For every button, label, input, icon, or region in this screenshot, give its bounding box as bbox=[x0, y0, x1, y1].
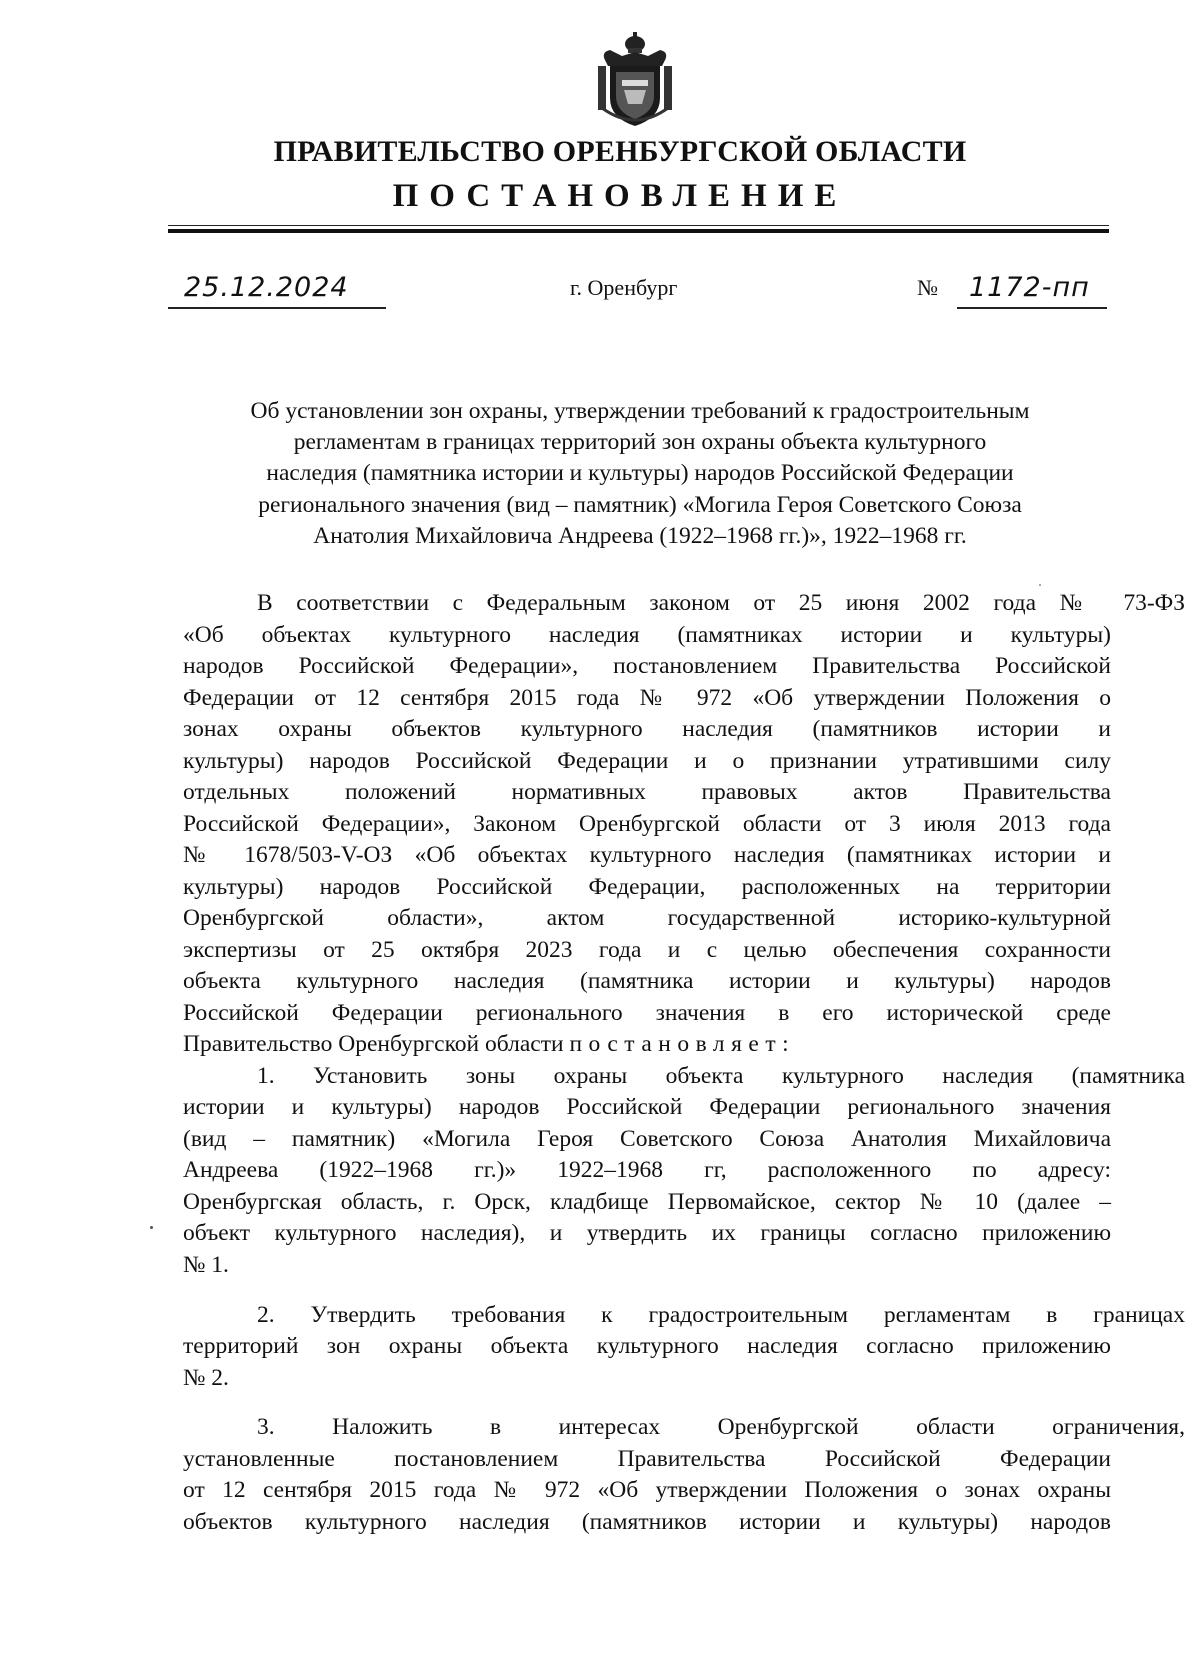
item-1-line: (вид – памятник) «Могила Героя Советского Союза Анатолия Михайловича bbox=[183, 1126, 1111, 1152]
item-2-line: 2. Утвердить требования к градостроительным регламентам в границах bbox=[257, 1302, 1185, 1328]
document-type: ПОСТАНОВЛЕНИЕ bbox=[392, 178, 848, 214]
body-line: Оренбургской области», актом государственной историко-культурной bbox=[183, 905, 1111, 931]
heading-line: регионального значения (вид – памятник) «Могила Героя Советского Союза bbox=[258, 491, 1022, 518]
heading-line: регламентам в границах территорий зон охраны объекта культурного bbox=[293, 429, 987, 456]
document-number bbox=[917, 272, 1117, 312]
item-1-line: истории и культуры) народов Российской Федерации регионального значения bbox=[183, 1094, 1111, 1120]
body-line: зонах охраны объектов культурного наследия (памятников истории и bbox=[183, 716, 1111, 742]
item-1-line: объект культурного наследия), и утвердить их границы согласно приложению bbox=[183, 1220, 1111, 1246]
date-underline bbox=[168, 307, 386, 309]
number-sign: № bbox=[917, 275, 938, 300]
resolve-prefix: Правительство Оренбургской области bbox=[183, 1031, 570, 1057]
item-3-line: объектов культурного наследия (памятников истории и культуры) народов bbox=[183, 1509, 1111, 1535]
body-line: В соответствии с Федеральным законом от 25 июня 2002 года № 73-ФЗ bbox=[257, 590, 1185, 616]
item-1-line: Оренбургская область, г. Орск, кладбище Первомайское, сектор № 10 (далее – bbox=[183, 1189, 1111, 1215]
body-line: № 1678/503-V-ОЗ «Об объектах культурного наследия (памятниках истории и bbox=[183, 842, 1111, 868]
item-3-line: 3. Наложить в интересах Оренбургской области ограничения, bbox=[257, 1414, 1185, 1440]
organization-title: ПРАВИТЕЛЬСТВО ОРЕНБУРГСКОЙ ОБЛАСТИ bbox=[273, 135, 967, 168]
item-3-line: от 12 сентября 2015 года № 972 «Об утверждении Положения о зонах охраны bbox=[183, 1477, 1111, 1503]
body-line: народов Российской Федерации», постановлением Правительства Российской bbox=[183, 653, 1111, 679]
body-line: Российской Федерации», Законом Оренбургской области от 3 июля 2013 года bbox=[183, 811, 1111, 837]
scan-speck bbox=[1039, 584, 1041, 586]
item-1-line: № 1. bbox=[183, 1252, 229, 1278]
body-line: Федерации от 12 сентября 2015 года № 972 «Об утверждении Положения о bbox=[183, 685, 1111, 711]
scan-speck bbox=[150, 1226, 153, 1229]
date-handwritten: 25.12.2024 bbox=[184, 272, 349, 303]
item-1-line: 1. Установить зоны охраны объекта культурного наследия (памятника bbox=[257, 1063, 1185, 1089]
resolve-line bbox=[183, 1029, 1111, 1059]
body-line: экспертизы от 25 октября 2023 года и с целью обеспечения сохранности bbox=[183, 937, 1111, 963]
item-2-line: № 2. bbox=[183, 1365, 229, 1391]
city: г. Оренбург bbox=[570, 275, 678, 300]
heading-line: наследия (памятника истории и культуры) народов Российской Федерации bbox=[266, 460, 1014, 487]
header-rule-thin bbox=[168, 225, 1109, 226]
heading-line: Об установлении зон охраны, утверждении требований к градостроительным bbox=[250, 398, 1030, 424]
item-1-line: Андреева (1922–1968 гг.)» 1922–1968 гг, расположенного по адресу: bbox=[183, 1157, 1111, 1183]
number-underline bbox=[957, 307, 1107, 309]
body-line: культуры) народов Российской Федерации, расположенных на территории bbox=[183, 874, 1111, 900]
resolve-word: постановляет: bbox=[569, 1031, 796, 1057]
body-line: объекта культурного наследия (памятника истории и культуры) народов bbox=[183, 968, 1111, 994]
heading-line: Анатолия Михайловича Андреева (1922–1968 гг.)», 1922–1968 гг. bbox=[313, 522, 967, 549]
body-line: Российской Федерации регионального значения в его исторической среде bbox=[183, 1000, 1111, 1026]
item-2-line: территорий зон охраны объекта культурного наследия согласно приложению bbox=[183, 1333, 1111, 1359]
document-date bbox=[168, 272, 388, 312]
body-line: культуры) народов Российской Федерации и о признании утратившими силу bbox=[183, 748, 1111, 774]
number-handwritten: 1172-пп bbox=[969, 272, 1090, 303]
body-line: отдельных положений нормативных правовых актов Правительства bbox=[183, 779, 1111, 805]
document-heading bbox=[168, 396, 1112, 552]
coat-of-arms-icon bbox=[594, 32, 676, 128]
header-rule-thick bbox=[168, 229, 1109, 233]
body-line: «Об объектах культурного наследия (памятниках истории и культуры) bbox=[183, 622, 1111, 648]
item-3-line: установленные постановлением Правительства Российской Федерации bbox=[183, 1446, 1111, 1472]
